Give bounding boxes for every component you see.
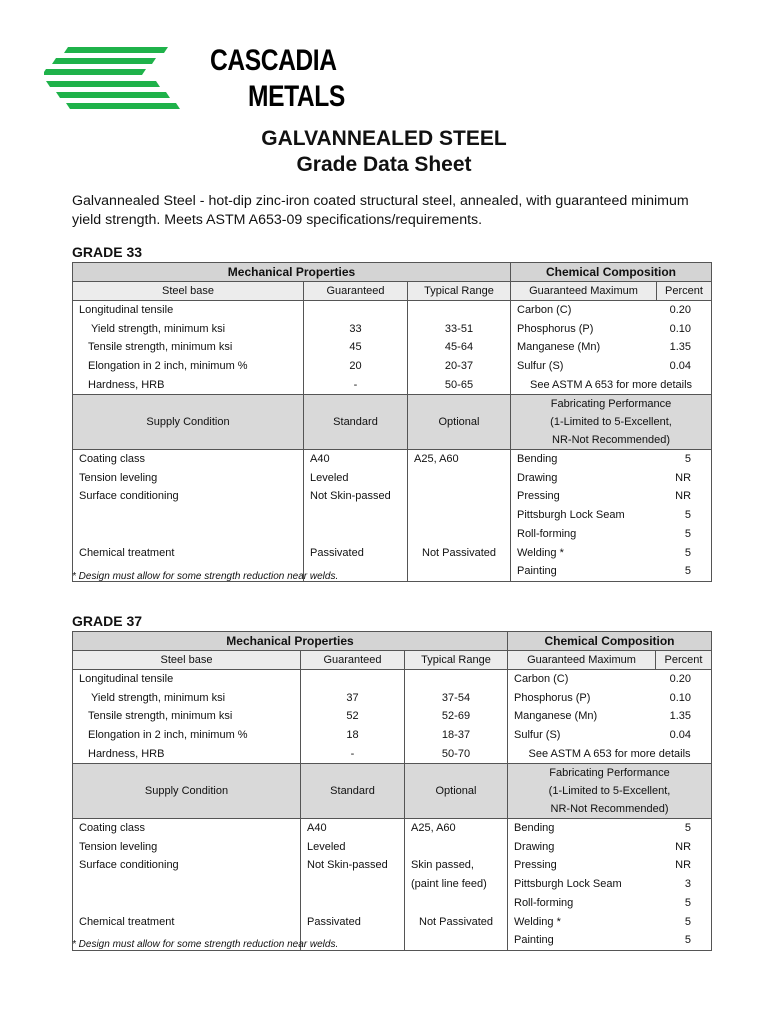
supply-optional: A25, A60 <box>405 818 508 837</box>
table-row <box>73 837 712 856</box>
table-row <box>73 670 712 689</box>
optional-header: Optional <box>405 763 508 818</box>
table-row <box>73 301 712 320</box>
supply-condition <box>73 875 301 894</box>
chem-element: Sulfur (S) <box>517 360 564 373</box>
mech-property: Elongation in 2 inch, minimum % <box>73 357 304 376</box>
percent-header: Percent <box>656 651 712 670</box>
fab-score: 5 <box>656 912 712 931</box>
chem-percent: 1.35 <box>656 707 712 726</box>
astm-reference: See ASTM A 653 for more details <box>508 745 712 764</box>
table-row <box>73 338 712 357</box>
optional-header: Optional <box>408 394 511 449</box>
mech-range: 33-51 <box>408 319 511 338</box>
standard-header: Standard <box>301 763 405 818</box>
supply-condition <box>73 525 304 544</box>
grade-33-table <box>72 262 712 582</box>
page-subtitle: Grade Data Sheet <box>296 153 472 176</box>
fab-process: Bending <box>514 822 555 835</box>
mech-guaranteed: 52 <box>301 707 405 726</box>
mech-range: 50-65 <box>408 376 511 395</box>
fab-score: 5 <box>657 562 712 581</box>
steel-base-header: Steel base <box>73 282 304 301</box>
supply-standard: Passivated <box>301 912 405 931</box>
chem-percent: 0.20 <box>656 670 712 689</box>
fab-process: Roll-forming <box>514 897 574 910</box>
mech-property: Yield strength, minimum ksi <box>73 688 301 707</box>
grade-37-label: GRADE 37 <box>72 613 143 629</box>
mechanical-properties-header: Mechanical Properties <box>73 632 508 651</box>
supply-optional: Skin passed, <box>405 856 508 875</box>
fab-score: NR <box>657 487 712 506</box>
fab-header-line2: (1-Limited to 5-Excellent, <box>548 784 671 797</box>
mech-property: Elongation in 2 inch, minimum % <box>73 726 301 745</box>
supply-optional <box>405 837 508 856</box>
table-row <box>73 319 712 338</box>
mech-property: Hardness, HRB <box>73 376 304 395</box>
guaranteed-header: Guaranteed <box>301 651 405 670</box>
fab-score: 5 <box>657 525 712 544</box>
supply-standard: A40 <box>301 818 405 837</box>
fab-process: Drawing <box>514 840 555 853</box>
fabricating-performance-header <box>511 394 712 449</box>
table-row <box>73 487 712 506</box>
table-row <box>73 376 712 395</box>
supply-condition: Tension leveling <box>73 468 304 487</box>
supply-condition <box>73 506 304 525</box>
chem-percent: 0.10 <box>657 319 712 338</box>
table-row <box>73 875 712 894</box>
fab-process: Drawing <box>517 471 558 484</box>
supply-condition <box>73 894 301 913</box>
supply-optional <box>405 931 508 950</box>
fab-process: Pittsburgh Lock Seam <box>514 878 622 891</box>
supply-standard <box>301 875 405 894</box>
supply-standard: Not Skin-passed <box>304 487 408 506</box>
fab-header-line2: (1-Limited to 5-Excellent, <box>550 415 672 428</box>
chem-element: Manganese (Mn) <box>514 710 598 723</box>
chem-percent: 1.35 <box>657 338 712 357</box>
mech-guaranteed: 33 <box>304 319 408 338</box>
fab-score: 3 <box>656 875 712 894</box>
supply-condition-header: Supply Condition <box>73 394 304 449</box>
fab-header-line3: NR-Not Recommended) <box>552 433 670 446</box>
table-row <box>73 818 712 837</box>
fab-process: Painting <box>511 562 657 581</box>
fab-process: Welding * <box>514 915 561 928</box>
mech-range: 18-37 <box>405 726 508 745</box>
supply-standard: Leveled <box>304 468 408 487</box>
fab-header-line1: Fabricating Performance <box>550 397 672 410</box>
company-logo <box>44 44 345 114</box>
fab-score: NR <box>657 468 712 487</box>
mech-range: 52-69 <box>405 707 508 726</box>
logo-text-line1: CASCADIA <box>210 44 337 77</box>
supply-optional <box>408 525 511 544</box>
table-row <box>73 525 712 544</box>
fab-process: Roll-forming <box>517 528 577 541</box>
mech-range: 45-64 <box>408 338 511 357</box>
mech-guaranteed: 45 <box>304 338 408 357</box>
fab-process: Bending <box>517 453 558 466</box>
table-row <box>73 856 712 875</box>
fab-process: Pittsburgh Lock Seam <box>517 509 625 522</box>
mechanical-properties-header: Mechanical Properties <box>73 263 511 282</box>
chem-percent: 0.10 <box>656 688 712 707</box>
chemical-composition-header: Chemical Composition <box>511 263 712 282</box>
fab-process: Painting <box>508 931 656 950</box>
chem-element: Carbon (C) <box>517 304 572 317</box>
supply-condition: Surface conditioning <box>73 856 301 875</box>
mech-guaranteed: 18 <box>301 726 405 745</box>
mech-guaranteed: 20 <box>304 357 408 376</box>
supply-optional: Not Passivated <box>405 912 508 931</box>
welding-footnote: * Design must allow for some strength reduction near welds. <box>72 571 339 582</box>
supply-optional: Not Passivated <box>408 543 511 562</box>
supply-standard: Not Skin-passed <box>301 856 405 875</box>
chemical-composition-header: Chemical Composition <box>508 632 712 651</box>
table-row <box>73 707 712 726</box>
supply-optional <box>408 468 511 487</box>
fab-header-line3: NR-Not Recommended) <box>550 802 669 815</box>
mech-property: Longitudinal tensile <box>73 670 301 689</box>
supply-optional <box>405 894 508 913</box>
chem-element: Phosphorus (P) <box>514 691 591 704</box>
mech-range: 20-37 <box>408 357 511 376</box>
mech-property: Tensile strength, minimum ksi <box>73 338 304 357</box>
mech-guaranteed: - <box>301 745 405 764</box>
grade-37-table <box>72 631 712 951</box>
supply-condition: Chemical treatment <box>73 912 301 931</box>
table-row <box>73 745 712 764</box>
supply-standard: Leveled <box>301 837 405 856</box>
supply-standard <box>301 894 405 913</box>
fab-score: NR <box>656 856 712 875</box>
percent-header: Percent <box>657 282 712 301</box>
grade-33-label: GRADE 33 <box>72 244 143 260</box>
fab-score: 5 <box>657 543 712 562</box>
table-row <box>73 357 712 376</box>
page-title: GALVANNEALED STEEL <box>261 127 507 150</box>
chem-element: Phosphorus (P) <box>517 322 594 335</box>
chem-element: Manganese (Mn) <box>517 341 601 354</box>
table-row <box>73 449 712 468</box>
logo-stripes-icon <box>44 44 204 114</box>
guaranteed-header: Guaranteed <box>304 282 408 301</box>
fab-score: NR <box>656 837 712 856</box>
supply-condition: Surface conditioning <box>73 487 304 506</box>
supply-optional <box>408 487 511 506</box>
mech-property: Yield strength, minimum ksi <box>73 319 304 338</box>
guaranteed-maximum-header: Guaranteed Maximum <box>508 651 656 670</box>
typical-range-header: Typical Range <box>405 651 508 670</box>
chem-percent: 0.20 <box>657 301 712 320</box>
fab-process: Pressing <box>514 859 557 872</box>
standard-header: Standard <box>304 394 408 449</box>
steel-base-header: Steel base <box>73 651 301 670</box>
supply-optional: (paint line feed) <box>405 875 508 894</box>
mech-range <box>408 301 511 320</box>
supply-condition: Tension leveling <box>73 837 301 856</box>
supply-condition-header: Supply Condition <box>73 763 301 818</box>
fab-header-line1: Fabricating Performance <box>549 766 670 779</box>
mech-range: 50-70 <box>405 745 508 764</box>
mech-guaranteed <box>301 670 405 689</box>
fab-process: Pressing <box>517 490 560 503</box>
table-row <box>73 506 712 525</box>
logo-text-line2: METALS <box>248 80 345 113</box>
fabricating-performance-header <box>508 763 712 818</box>
mech-property: Longitudinal tensile <box>73 301 304 320</box>
welding-footnote: * Design must allow for some strength reduction near welds. <box>72 939 339 950</box>
supply-standard <box>304 525 408 544</box>
mech-guaranteed: - <box>304 376 408 395</box>
chem-percent: 0.04 <box>656 726 712 745</box>
supply-condition: Chemical treatment <box>73 543 304 562</box>
supply-condition: Coating class <box>73 449 304 468</box>
fab-score: 5 <box>656 931 712 950</box>
supply-condition: Coating class <box>73 818 301 837</box>
table-row <box>73 688 712 707</box>
guaranteed-maximum-header: Guaranteed Maximum <box>511 282 657 301</box>
mech-range <box>405 670 508 689</box>
mech-guaranteed <box>304 301 408 320</box>
fab-score: 5 <box>656 894 712 913</box>
typical-range-header: Typical Range <box>408 282 511 301</box>
supply-optional <box>408 506 511 525</box>
supply-standard: Passivated <box>304 543 408 562</box>
supply-optional <box>408 562 511 581</box>
mech-property: Tensile strength, minimum ksi <box>73 707 301 726</box>
supply-standard: A40 <box>304 449 408 468</box>
mech-property: Hardness, HRB <box>73 745 301 764</box>
supply-optional: A25, A60 <box>408 449 511 468</box>
table-row <box>73 912 712 931</box>
intro-paragraph: Galvannealed Steel - hot-dip zinc-iron coated structural steel, annealed, with guaranteed minimum yield strength. Meets ASTM A653-09 specifications/requirements. <box>72 193 689 228</box>
mech-range: 37-54 <box>405 688 508 707</box>
table-row <box>73 468 712 487</box>
chem-percent: 0.04 <box>657 357 712 376</box>
fab-score: 5 <box>657 449 712 468</box>
fab-score: 5 <box>656 818 712 837</box>
chem-element: Sulfur (S) <box>514 729 561 742</box>
supply-standard <box>304 506 408 525</box>
table-row <box>73 726 712 745</box>
fab-score: 5 <box>657 506 712 525</box>
astm-reference: See ASTM A 653 for more details <box>511 376 712 395</box>
mech-guaranteed: 37 <box>301 688 405 707</box>
chem-element: Carbon (C) <box>514 673 569 686</box>
table-row <box>73 543 712 562</box>
table-row <box>73 894 712 913</box>
fab-process: Welding * <box>517 546 564 559</box>
